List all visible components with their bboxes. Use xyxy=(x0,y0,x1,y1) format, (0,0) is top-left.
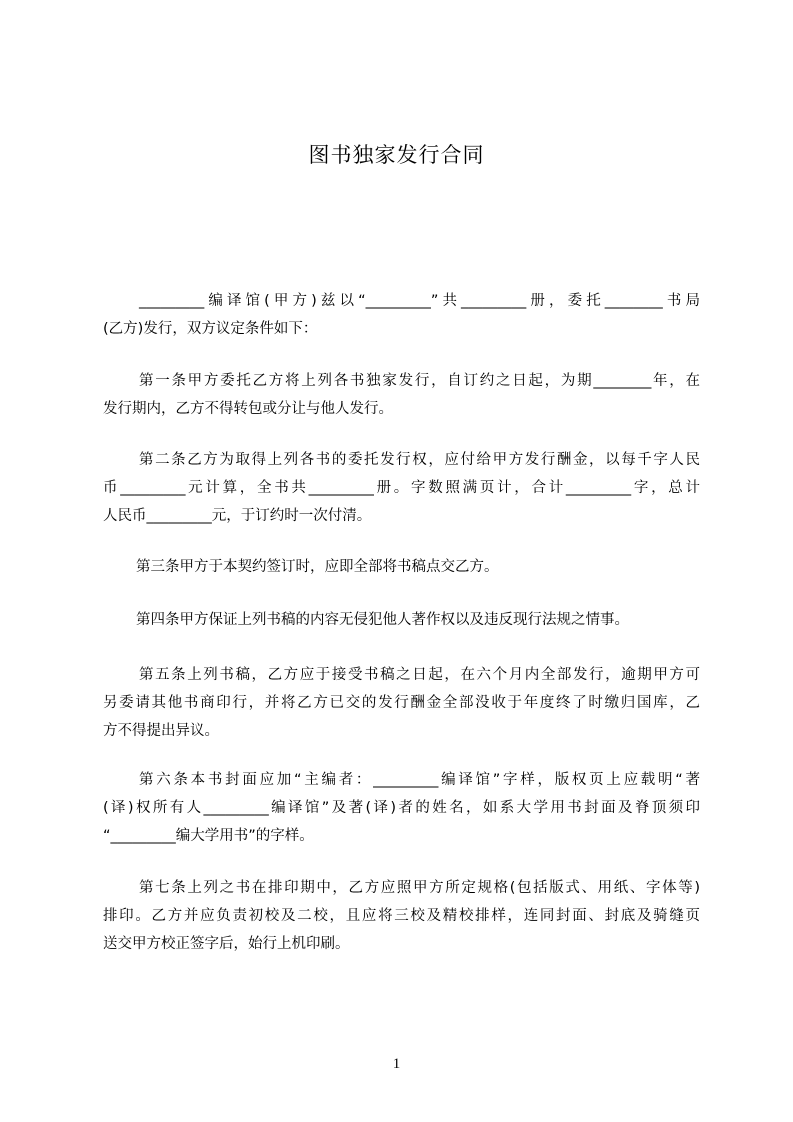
paragraph-line: 第五条上列书稿，乙方应于接受书稿之日起，在六个月内全部发行，逾期甲方可 xyxy=(139,667,700,683)
paragraph-line: _________编译馆(甲方)兹以“_________”共_________册，委托________书局 xyxy=(139,293,700,309)
paragraph-line: 第一条甲方委托乙方将上列各书独家发行，自订约之日起，为期________年，在 xyxy=(139,373,700,389)
paragraph-intro xyxy=(103,287,700,343)
page-number: 1 xyxy=(392,1056,401,1072)
paragraph-article-5 xyxy=(103,661,700,745)
paragraph-line: 第四条甲方保证上列书稿的内容无侵犯他人著作权以及违反现行法规之情事。 xyxy=(136,612,629,628)
paragraph-article-6 xyxy=(103,766,700,850)
paragraph-article-2 xyxy=(103,446,700,530)
paragraph-line: 第七条上列之书在排印期中，乙方应照甲方所定规格(包括版式、用纸、字体等) xyxy=(139,880,700,896)
paragraph-line: “_________编大学用书”的字样。 xyxy=(103,828,314,844)
paragraph-line: (乙方)发行，双方议定条件如下： xyxy=(103,321,318,337)
paragraph-article-7 xyxy=(103,874,700,958)
paragraph-article-1 xyxy=(103,367,700,423)
paragraph-article-3 xyxy=(103,553,700,581)
document-title: 图书独家发行合同 xyxy=(308,143,485,167)
paragraph-article-4 xyxy=(103,606,700,634)
paragraph-line: 另委请其他书商印行，并将乙方已交的发行酬金全部没收于年度终了时缴归国库，乙 xyxy=(103,695,700,711)
paragraph-line: 第六条本书封面应加“主编者：_________编译馆”字样，版权页上应载明“著 xyxy=(139,772,700,788)
paragraph-line: 第三条甲方于本契约签订时，应即全部将书稿点交乙方。 xyxy=(136,559,499,575)
paragraph-line: 发行期内，乙方不得转包或分让与他人发行。 xyxy=(103,401,393,417)
paragraph-line: 排印。乙方并应负责初校及二校，且应将三校及精校排样，连同封面、封底及骑缝页 xyxy=(103,908,700,924)
paragraph-line: 币_________元计算，全书共_________册。字数照满页计，合计_________字，总计 xyxy=(103,480,700,496)
paragraph-line: 人民币_________元，于订约时一次付清。 xyxy=(103,508,372,524)
paragraph-line: 第二条乙方为取得上列各书的委托发行权，应付给甲方发行酬金，以每千字人民 xyxy=(139,452,700,468)
paragraph-line: (译)权所有人_________编译馆”及著(译)者的姓名，如系大学用书封面及脊顶须印 xyxy=(103,800,700,816)
paragraph-line: 送交甲方校正签字后，始行上机印刷。 xyxy=(103,936,350,952)
paragraph-line: 方不得提出异议。 xyxy=(103,723,219,739)
